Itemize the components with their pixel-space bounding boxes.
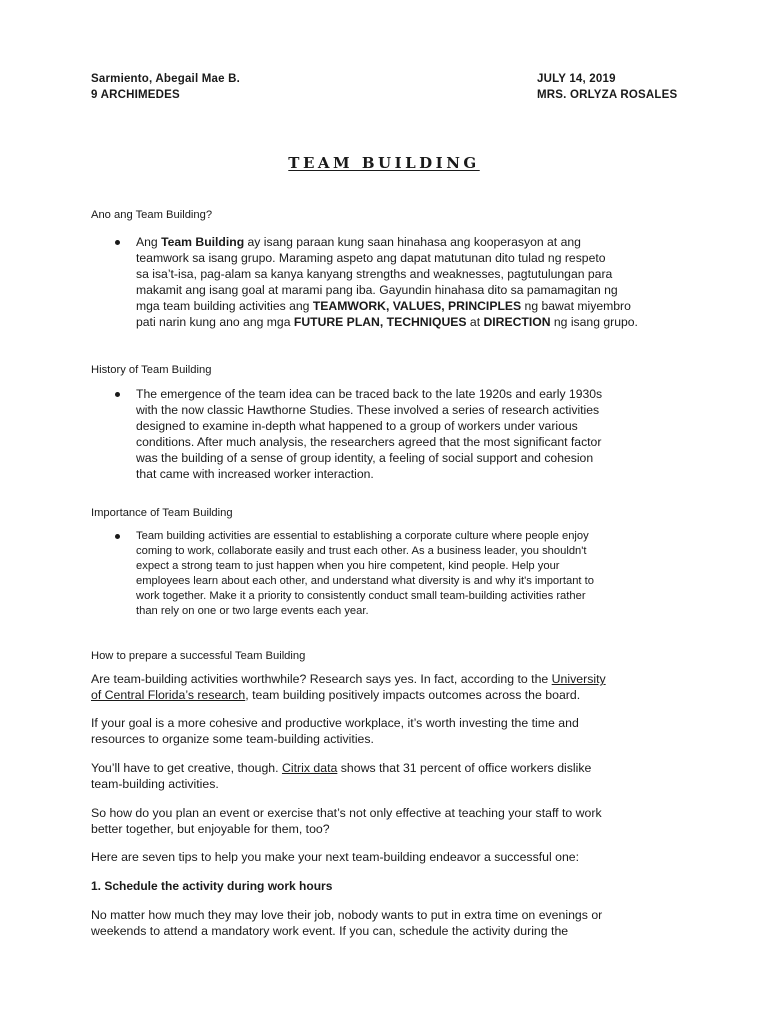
document-date: JULY 14, 2019 <box>537 73 616 85</box>
citrix-data-link[interactable]: Citrix data <box>281 761 338 775</box>
paragraph-line: You’ll have to get creative, though. Citrix data shows that 31 percent of office workers dislike <box>91 761 592 775</box>
paragraph-line: teamwork sa isang grupo. Maraming aspeto ang dapat matutunan dito tulad ng respeto <box>136 251 606 265</box>
paragraph-line: than rely on one or two large events each year. <box>136 605 369 617</box>
bullet-icon <box>115 534 120 539</box>
section-heading-importance: Importance of Team Building <box>91 507 233 519</box>
page-title: TEAM BUILDING <box>288 154 480 172</box>
student-section: 9 ARCHIMEDES <box>91 89 180 101</box>
paragraph-line: resources to organize some team-building activities. <box>91 732 374 746</box>
paragraph-line: The emergence of the team idea can be traced back to the late 1920s and early 1930s <box>136 387 603 401</box>
bullet-icon <box>115 240 120 245</box>
paragraph-line: designed to examine in-depth what happened to a group of workers under various <box>136 419 578 433</box>
paragraph-line: team-building activities. <box>91 777 219 791</box>
paragraph-line: Here are seven tips to help you make your next team-building endeavor a successful one: <box>91 850 580 864</box>
paragraph-line: mga team building activities ang TEAMWORK, VALUES, PRINCIPLES ng bawat miyembro <box>136 299 631 313</box>
section-heading-ano: Ano ang Team Building? <box>91 209 213 221</box>
paragraph-line: conditions. After much analysis, the researchers agreed that the most significant factor <box>136 435 602 449</box>
tip-heading: 1. Schedule the activity during work hours <box>91 879 333 893</box>
paragraph-line: Are team-building activities worthwhile? Research says yes. In fact, according to the University <box>91 672 606 686</box>
paragraph-line: of Central Florida’s research, team building positively impacts outcomes across the board. <box>91 688 581 702</box>
paragraph-line: expect a strong team to just happen when you hire competent, kind people. Help your <box>136 560 560 572</box>
paragraph-line: better together, but enjoyable for them, too? <box>91 822 330 836</box>
section-heading-history: History of Team Building <box>91 364 212 376</box>
paragraph-line: So how do you plan an event or exercise that’s not only effective at teaching your staff to work <box>91 806 602 820</box>
section-heading-prepare: How to prepare a successful Team Building <box>91 650 306 662</box>
paragraph-line: with the now classic Hawthorne Studies. These involved a series of research activities <box>136 403 600 417</box>
university-link[interactable]: University <box>551 672 606 686</box>
paragraph-line: work together. Make it a priority to consistently conduct small team-building activities rather <box>136 590 586 602</box>
paragraph-line: coming to work, collaborate easily and trust each other. As a business leader, you shouldn't <box>136 545 587 557</box>
paragraph-line: Ang Team Building ay isang paraan kung saan hinahasa ang kooperasyon at ang <box>136 235 581 249</box>
bullet-icon <box>115 392 120 397</box>
paragraph-line: that came with increased worker interaction. <box>136 467 374 481</box>
teacher-name: MRS. ORLYZA ROSALES <box>537 89 678 101</box>
paragraph-line: If your goal is a more cohesive and productive workplace, it’s worth investing the time and <box>91 716 579 730</box>
paragraph-line: employees learn about each other, and understand what diversity is and why it's important to <box>136 575 594 587</box>
student-name: Sarmiento, Abegail Mae B. <box>91 73 240 85</box>
paragraph-line: was the building of a sense of group identity, a feeling of social support and cohesion <box>136 451 594 465</box>
paragraph-line: sa isa’t-isa, pag-alam sa kanya kanyang strengths and weaknesses, pagtutulungan para <box>136 267 613 281</box>
ucf-research-link[interactable]: of Central Florida’s research <box>91 688 246 702</box>
paragraph-line: weekends to attend a mandatory work event. If you can, schedule the activity during the <box>91 924 569 938</box>
paragraph-line: pati narin kung ano ang mga FUTURE PLAN, TECHNIQUES at DIRECTION ng isang grupo. <box>136 315 638 329</box>
paragraph-line: No matter how much they may love their job, nobody wants to put in extra time on evenings or <box>91 908 603 922</box>
paragraph-line: makamit ang isang goal at marami pang iba. Gayundin hinahasa dito sa pamamagitan ng <box>136 283 618 297</box>
paragraph-line: Team building activities are essential to establishing a corporate culture where people enjoy <box>136 530 589 542</box>
